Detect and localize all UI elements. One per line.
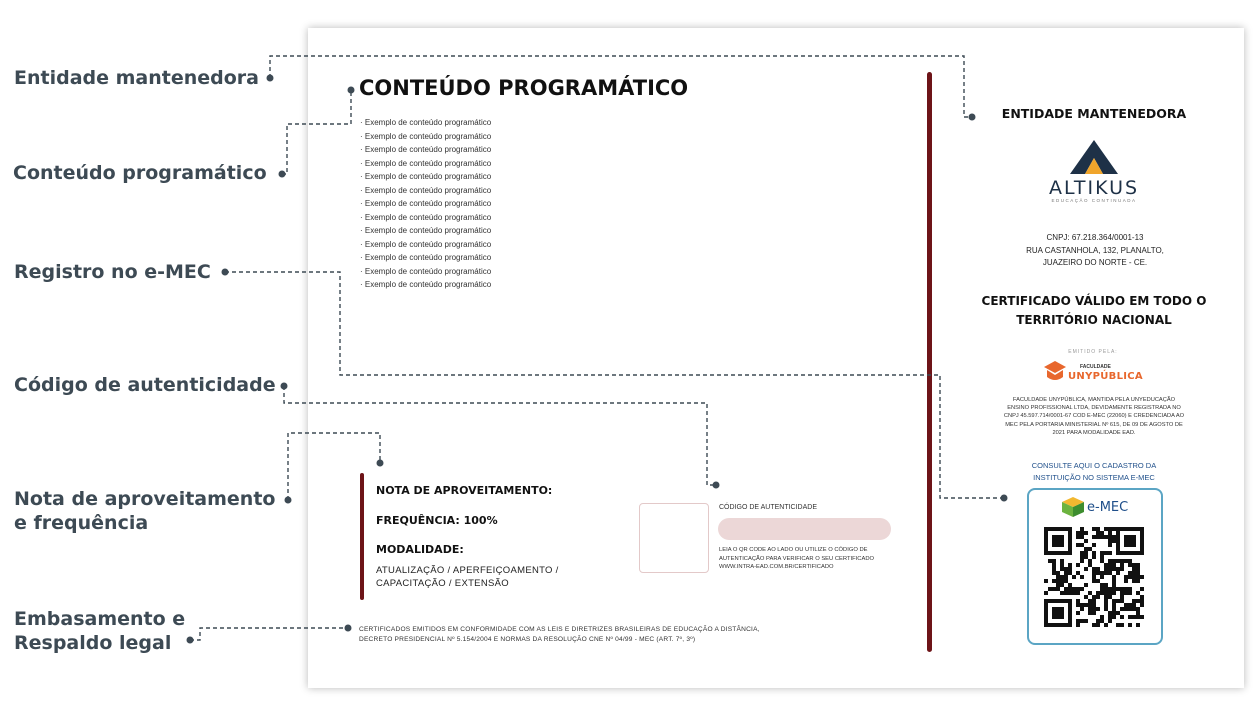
modalidade-heading: MODALIDADE: (376, 543, 464, 556)
faculdade-line: CNPJ 45.597.714/0001-67 COD E-MEC (22060) E CREDENCIADA AO (1003, 413, 1185, 420)
validity-line: TERRITÓRIO NACIONAL (1016, 313, 1172, 327)
frequencia: FREQUÊNCIA: 100% (376, 514, 498, 527)
program-item: · Exemplo de conteúdo programático (360, 185, 492, 195)
auth-note-line: WWW.INTRA-EAD.COM.BR/CERTIFICADO (719, 564, 834, 570)
faculdade-line: ENSINO PROFISSIONAL LTDA, DEVIDAMENTE REGISTRADA NO (1007, 405, 1181, 412)
label-entidade-mantenedora: Entidade mantenedora (14, 67, 259, 89)
unypublica-logo-small: FACULDADE (1080, 364, 1111, 370)
auth-code-title: CÓDIGO DE AUTENTICIDADE (719, 504, 818, 511)
altikus-logo-subtitle: EDUCAÇÃO CONTINUADA (1051, 198, 1137, 203)
address-line: JUAZEIRO DO NORTE - CE. (1042, 258, 1148, 267)
faculdade-line: MEC PELA PORTARIA MINISTERIAL Nº 615, DE 09 DE AGOSTO DE (1005, 421, 1183, 428)
program-item: · Exemplo de conteúdo programático (360, 118, 492, 127)
program-item: · Exemplo de conteúdo programático (360, 212, 492, 222)
label-nota-line1: Nota de aproveitamento (14, 488, 276, 510)
label-nota-line2: e frequência (14, 512, 149, 534)
program-item: · Exemplo de conteúdo programático (360, 280, 492, 289)
modalidade-line: ATUALIZAÇÃO / APERFEIÇOAMENTO / (376, 565, 559, 576)
auth-note-line: AUTENTICAÇÃO PARA VERIFICAR O SEU CERTIFICADO (719, 555, 875, 562)
faculdade-line: FACULDADE UNYPÚBLICA, MANTIDA PELA UNYEDUCAÇÃO (1012, 397, 1176, 403)
auth-note-line: LEIA O QR CODE AO LADO OU UTILIZE O CÓDIGO DE (719, 547, 868, 553)
legal-line: CERTIFICADOS EMITIDOS EM CONFORMIDADE COM AS LEIS E DIRETRIZES BRASILEIRAS DE EDUCAÇÃO A DISTÂNCIA, (359, 626, 760, 633)
program-item: · Exemplo de conteúdo programático (360, 172, 492, 181)
label-codigo-autenticidade: Código de autenticidade (14, 374, 276, 396)
program-item: · Exemplo de conteúdo programático (360, 266, 492, 276)
program-item: · Exemplo de conteúdo programático (360, 158, 492, 168)
entidade-heading: ENTIDADE MANTENEDORA (1001, 106, 1187, 121)
faculdade-line: 2021 PARA MODALIDADE EAD. (1052, 429, 1136, 436)
label-embasamento-line1: Embasamento e (14, 608, 186, 630)
program-item: · Exemplo de conteúdo programático (360, 239, 492, 249)
emitido-label: EMITIDO PELA: (1068, 349, 1118, 355)
unypublica-logo-text: UNYPÚBLICA (1068, 371, 1143, 382)
label-registro-emec: Registro no e-MEC (14, 261, 211, 283)
program-item: · Exemplo de conteúdo programático (360, 253, 492, 262)
label-conteudo-programatico: Conteúdo programático (13, 162, 267, 184)
nota-aproveitamento: NOTA DE APROVEITAMENTO: (376, 484, 553, 497)
program-item: · Exemplo de conteúdo programático (360, 131, 492, 141)
cnpj: CNPJ: 67.218.364/0001-13 (1046, 233, 1144, 242)
program-item: · Exemplo de conteúdo programático (360, 226, 492, 235)
label-embasamento-line2: Respaldo legal (14, 632, 172, 654)
altikus-logo-text: ALTIKUS (1048, 177, 1140, 199)
legal-line: DECRETO PRESIDENCIAL Nº 5.154/2004 E NORMAS DA RESOLUÇÃO CNE Nº 04/99 - MEC (ART. 7º, 3º) (359, 636, 696, 643)
consulte-line: CONSULTE AQUI O CADASTRO DA (1031, 461, 1157, 470)
modalidade-line: CAPACITAÇÃO / EXTENSÃO (376, 578, 509, 589)
validity-line: CERTIFICADO VÁLIDO EM TODO O (981, 294, 1207, 308)
certificate-title: CONTEÚDO PROGRAMÁTICO (359, 76, 689, 100)
consulte-line: INSTITUIÇÃO NO SISTEMA E-MEC (1033, 472, 1155, 482)
emec-logo-text: e-MEC (1087, 500, 1129, 515)
program-item: · Exemplo de conteúdo programático (360, 145, 492, 154)
address-line: RUA CASTANHOLA, 132, PLANALTO, (1026, 245, 1164, 255)
program-item: · Exemplo de conteúdo programático (360, 199, 492, 208)
